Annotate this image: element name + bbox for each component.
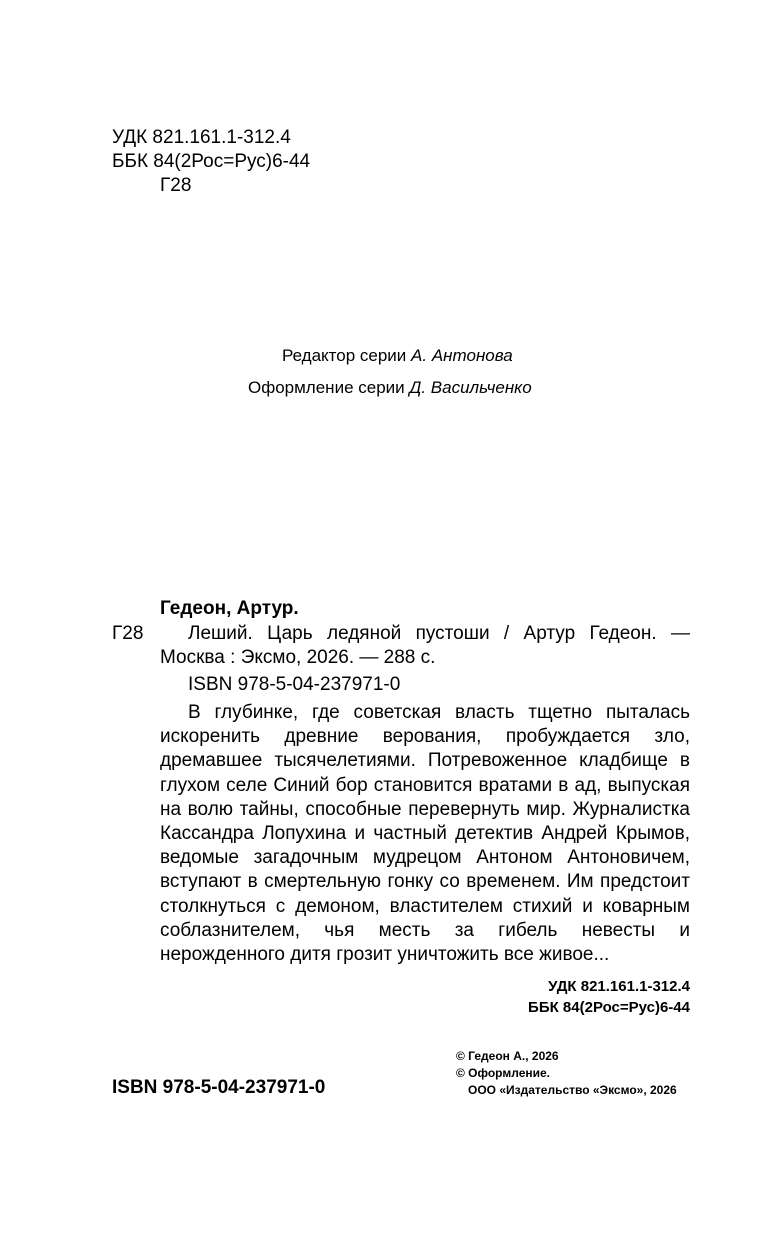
biblio-title-line: Леший. Царь ледяной пустоши / Артур Гедеон. — [188, 623, 690, 644]
copyright-design: © Оформление. [456, 1066, 551, 1080]
series-editor [282, 345, 513, 367]
biblio-isbn: ISBN 978-5-04-237971-0 [188, 674, 401, 695]
series-editor-label: Редактор серии [282, 346, 407, 365]
bbk-bold: ББК 84(2Рос=Рус)6-44 [528, 999, 690, 1016]
copyright-publisher: ООО «Издательство «Эксмо», 2026 [468, 1083, 677, 1097]
copyright-author: © Гедеон А., 2026 [456, 1049, 559, 1063]
series-design-label: Оформление серии [248, 378, 405, 397]
biblio-author-mark: Г28 [112, 623, 144, 644]
biblio-publisher-line: Москва : Эксмо, 2026. — 288 с. [160, 647, 436, 668]
series-editor-name: А. Антонова [411, 346, 513, 365]
book-author: Гедеон, Артур. [160, 598, 299, 619]
udk-bold: УДК 821.161.1-312.4 [548, 978, 690, 995]
udk-code: УДК 821.161.1-312.4 [112, 127, 291, 148]
series-design [248, 377, 532, 399]
book-annotation: В глубинке, где советская власть тщетно пыталась искоренить древние верования, пробуждается зло, дремавшее тысячелетиями. Потревоженное кладбище в глухом селе Синий бор становится вратами в ад, выпуская на волю тайны, способные перевернуть мир. Журналистка Кассандра Лопухина и частный детектив Андрей Крымов, ведомые загадочным мудрецом Антоном Антоновичем, вступают в смертельную гонку со временем. Им предстоит столкнуться с демоном, властителем стихий и коварным соблазнителем, чья месть за гибель невесты и нерожденного дитя грозит уничтожить все живое... [160, 702, 690, 966]
bbk-code: ББК 84(2Рос=Рус)6-44 [112, 151, 311, 172]
series-design-name: Д. Васильченко [409, 378, 532, 397]
footer-isbn: ISBN 978-5-04-237971-0 [112, 1077, 326, 1098]
author-mark: Г28 [160, 175, 192, 196]
